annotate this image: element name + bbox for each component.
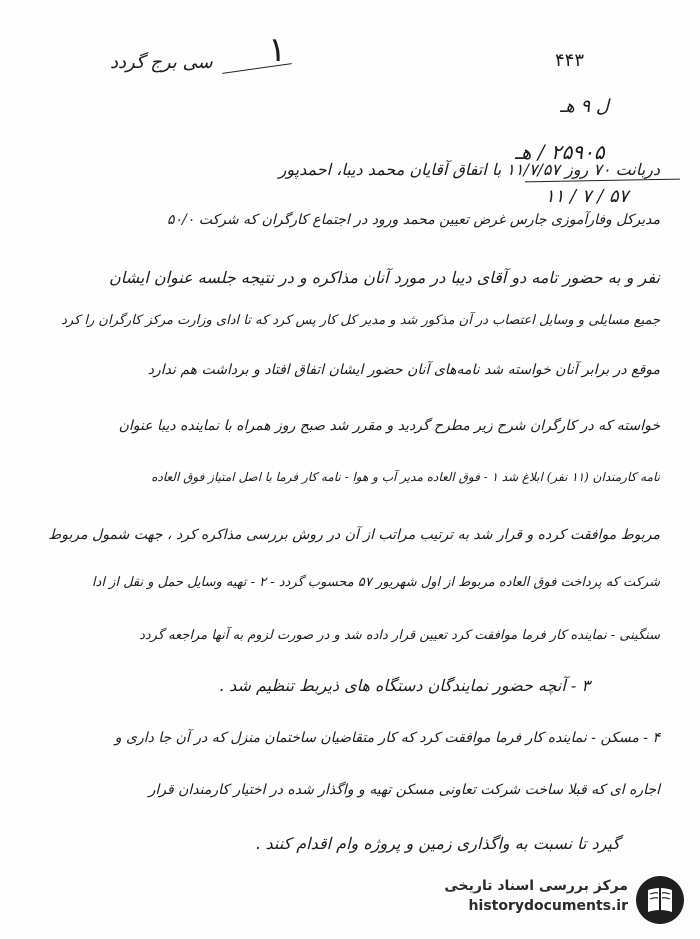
document-number: ۴۴۳	[555, 50, 585, 71]
document-date: ۱۱ / ۷ / ۵۷	[545, 186, 629, 207]
body-line: اجاره ای که قبلا ساخت شرکت تعاونی مسکن تهیه و واگذار شده در اختیار کارمندان قرار	[148, 782, 660, 798]
page-number: ۱	[268, 30, 287, 70]
body-line: ۴ - مسکن - نماینده کار فرما موافقت کرد که کار متقاضیان ساختمان منزل که در آن جا داری و	[114, 730, 660, 746]
body-line: دربانت ۷۰ روز ۱۱/۷/۵۷ با اتفاق آقایان محمد دیبا، احمدپور	[278, 160, 660, 179]
body-line: مربوط موافقت کرده و قرار شد به ترتیب مراتب از آن در روش بررسی مذاکره کرد ، جهت شمول مربوط	[48, 527, 660, 543]
ticket-number: ۲۵۹۰۵ / هـ	[515, 140, 605, 164]
archive-logo	[440, 872, 690, 930]
body-line: ۳ - آنچه حضور نمایندگان دستگاه های ذیربط تنظیم شد .	[218, 676, 590, 695]
body-line: موقع در برابر آنان خواسته شد نامه‌های آنان حضور ایشان اتفاق افتاد و برداشت هم ندارد	[147, 362, 660, 378]
body-line: نامه کارمندان (۱۱ نفر) ابلاغ شد ۱ - فوق العاده مدیر آب و هوا - نامه کار فرما با اصل امتیاز فوق العاده	[151, 470, 660, 484]
header-phrase: سی برج گردد	[110, 52, 213, 73]
body-line: سنگینی - نماینده کار فرما موافقت کرد تعیین قرار داده شد و در صورت لزوم به آنها مراجعه گردد	[139, 628, 660, 643]
body-line: گیرد تا نسبت به واگذاری زمین و پروژه وام اقدام کنند .	[255, 834, 620, 853]
body-line: خواسته که در کارگران شرح زیر مطرح گردید و مقرر شد صبح روز همراه با نماینده دیبا عنوان	[118, 418, 660, 434]
logo-title: مرکز بررسی اسناد تاریخی	[444, 878, 628, 894]
body-line: شرکت که پرداخت فوق العاده مربوط از اول شهریور ۵۷ محسوب گردد - ۲ - تهیه وسایل حمل و نقل از ادا	[91, 575, 660, 590]
book-emblem-icon	[634, 874, 686, 926]
body-line: مدیرکل وفارآموزی جارس غرض تعیین محمد ورود در اجتماع کارگران که شرکت ۵۰/۰	[167, 212, 660, 228]
fraction-line	[525, 179, 680, 183]
logo-url: historydocuments.ir	[468, 898, 628, 914]
reference-code: ل ۹ هـ	[560, 96, 609, 117]
body-line: نفر و به حضور تامه دو آقای دیبا در مورد آنان مذاکره و در نتیجه جلسه عنوان ایشان	[108, 268, 660, 287]
body-line: جمیع مسایلی و وسایل اعتصاب در آن مذکور شد و مدیر کل کار پس کرد که تا ادای وزارت مرکز کارگران را کرد	[61, 313, 660, 328]
